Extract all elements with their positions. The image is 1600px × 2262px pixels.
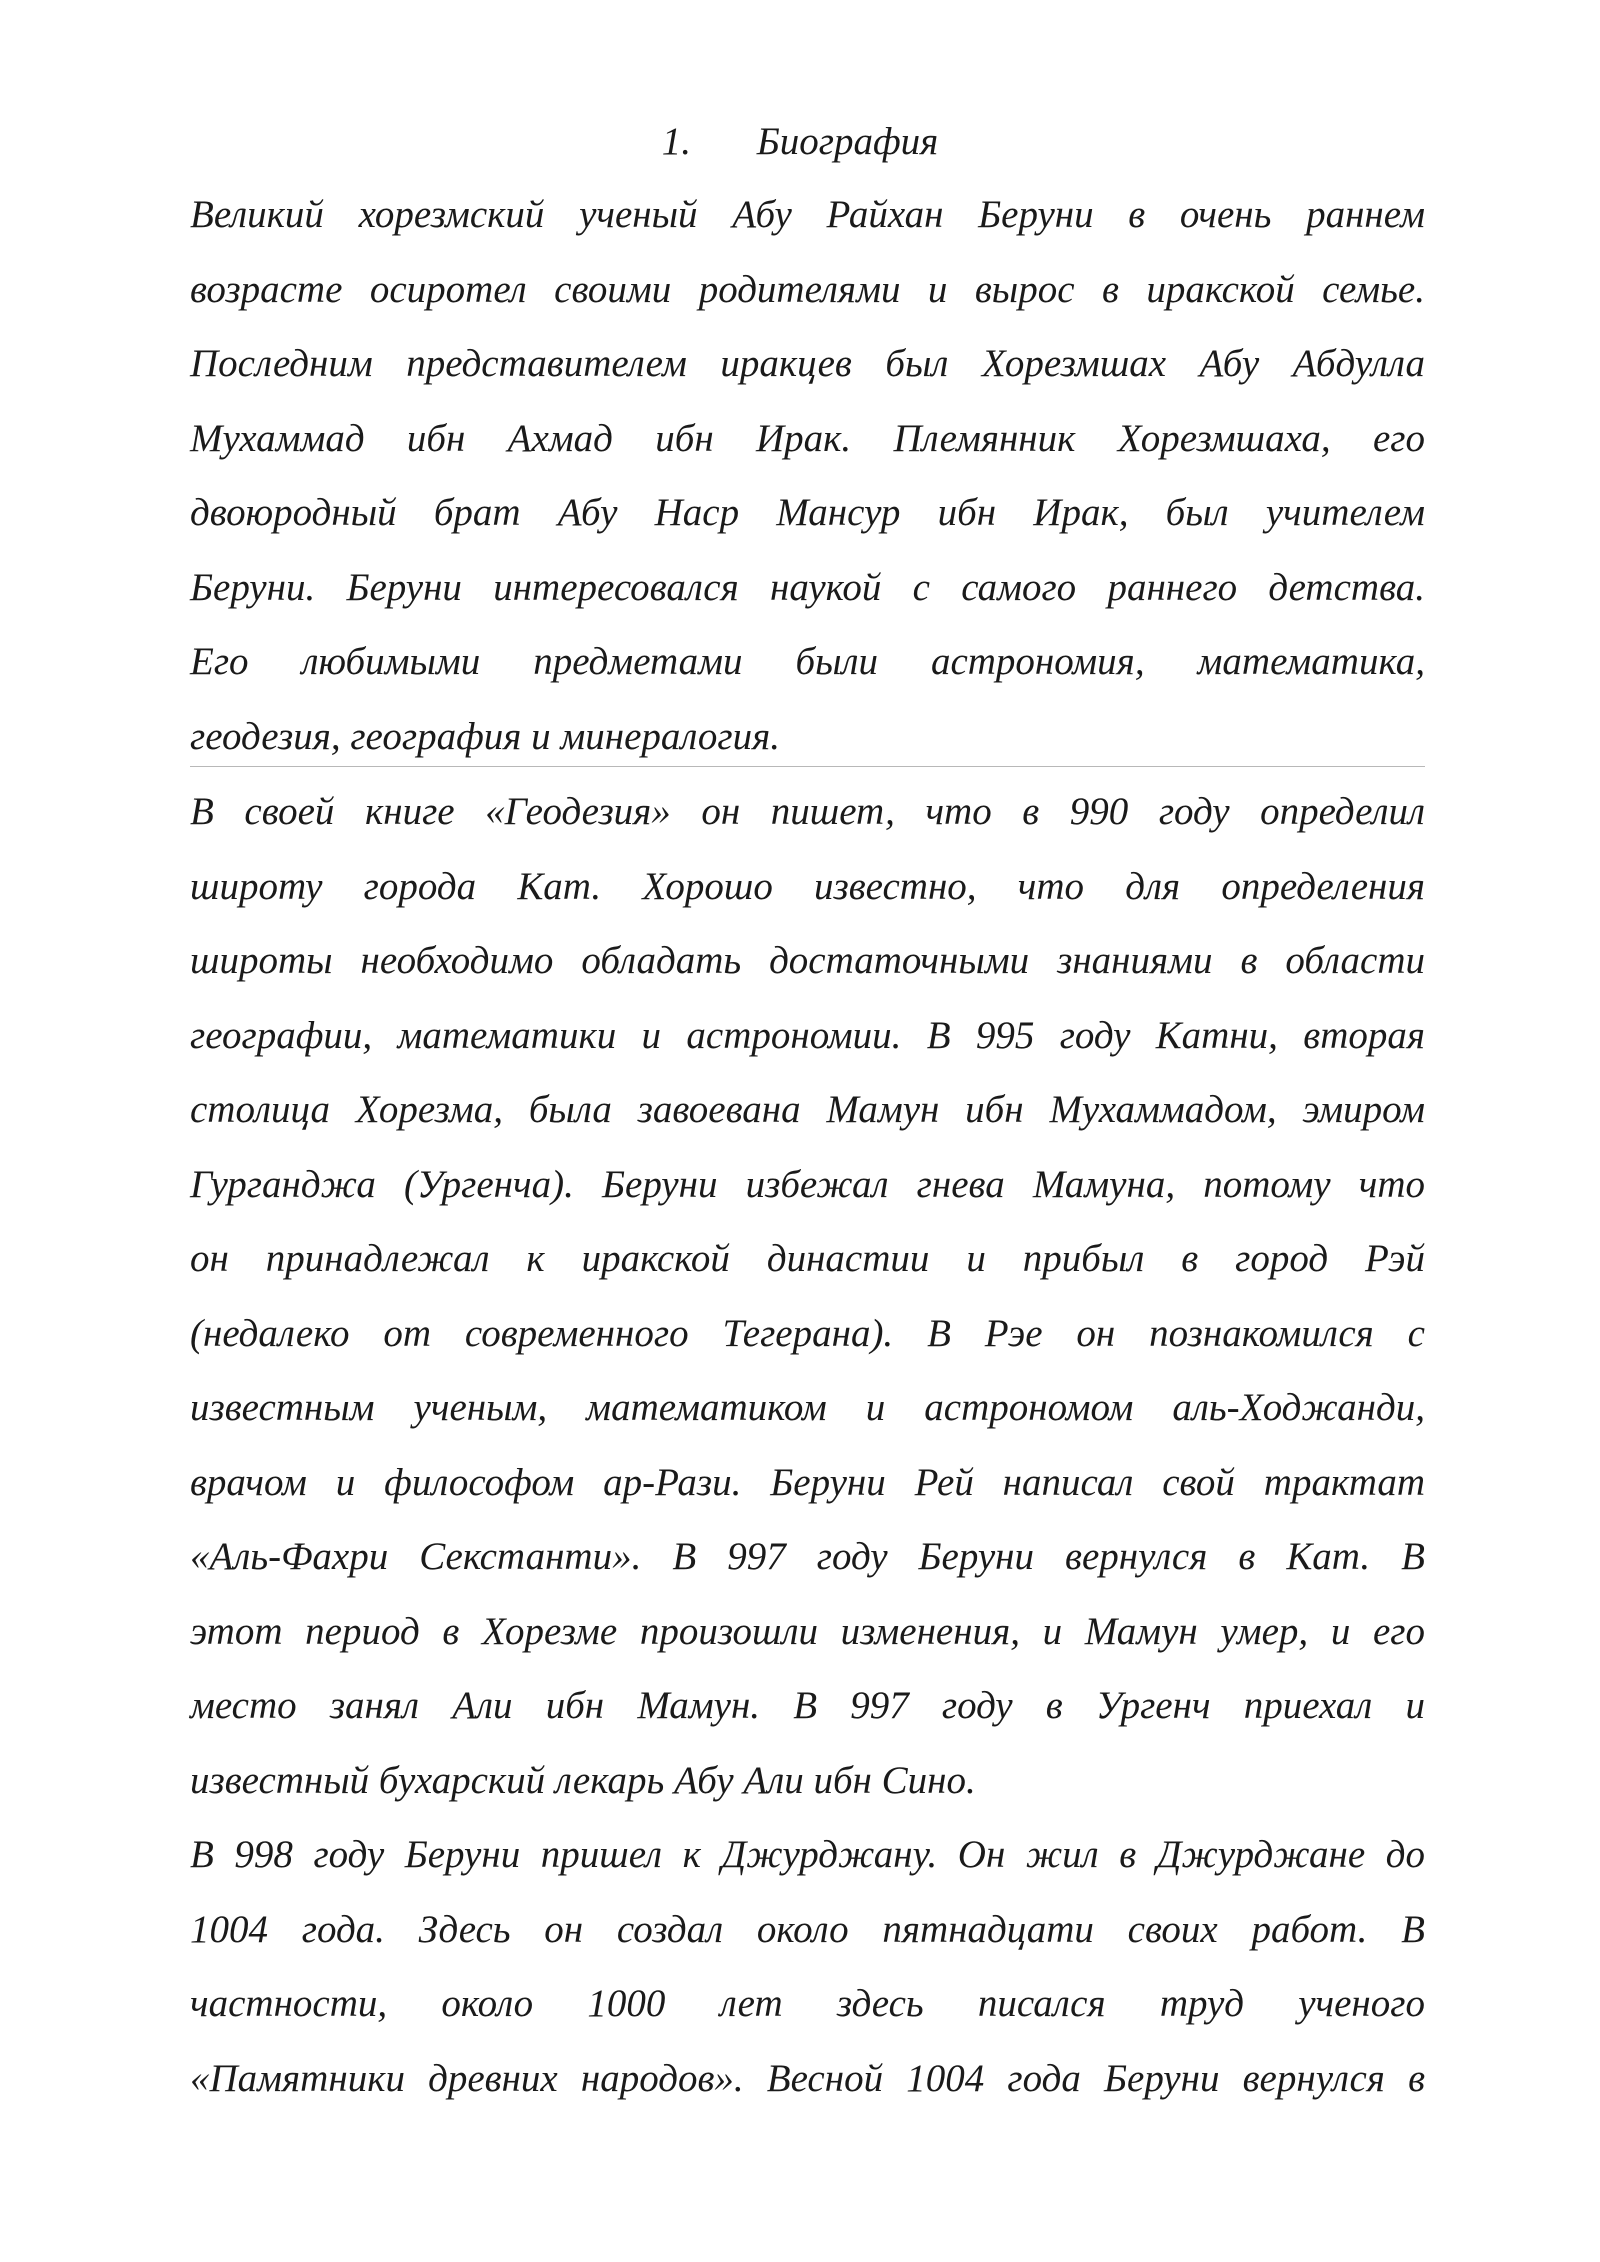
section-heading: [0, 112, 1600, 172]
text-line: этот период в Хорезме произошли изменения, и Мамун умер, и его: [190, 1609, 1425, 1653]
text-line: географии, математики и астрономии. В 995 году Катни, вторая: [190, 1013, 1425, 1057]
text-line: двоюродный брат Абу Наср Мансур ибн Ирак, был учителем: [190, 491, 1425, 534]
text-line: возрасте осиротел своими родителями и вырос в иракской семье.: [190, 267, 1425, 311]
text-line: Беруни. Беруни интересовался наукой с самого раннего детства.: [190, 565, 1425, 609]
text-line: геодезия, география и минералогия.: [190, 714, 781, 758]
text-line: Его любимыми предметами были астрономия, математика,: [190, 640, 1425, 683]
text-line: (недалеко от современного Тегерана). В Рэе он познакомился с: [190, 1311, 1425, 1355]
text-line: он принадлежал к иракской династии и прибыл в город Рэй: [190, 1237, 1425, 1280]
paragraph-1: [190, 178, 1425, 774]
text-line: место занял Али ибн Мамун. В 997 году в Ургенч приехал и: [190, 1684, 1425, 1727]
text-line: Великий хорезмский ученый Абу Райхан Беруни в очень раннем: [190, 193, 1425, 236]
body-text: [190, 178, 1425, 2116]
text-line: широту города Кат. Хорошо известно, что для определения: [190, 864, 1425, 908]
text-line: столица Хорезма, была завоевана Мамун ибн Мухаммадом, эмиром: [190, 1088, 1425, 1131]
text-line: «Аль-Фахри Секстанти». В 997 году Беруни вернулся в Кат. В: [190, 1535, 1425, 1578]
section-number: 1.: [661, 120, 691, 163]
paragraph-3: [190, 1818, 1425, 2116]
text-line: Гурганджа (Ургенча). Беруни избежал гнева Мамуна, потому что: [190, 1162, 1425, 1206]
text-line: известный бухарский лекарь Абу Али ибн Сино.: [190, 1758, 976, 1802]
paragraph-2: [190, 775, 1425, 1818]
text-line: «Памятники древних народов». Весной 1004 года Беруни вернулся в: [190, 2056, 1425, 2100]
text-line: врачом и философом ар-Рази. Беруни Рей написал свой трактат: [190, 1460, 1425, 1504]
text-line: 1004 года. Здесь он создал около пятнадцати своих работ. В: [190, 1907, 1425, 1951]
text-line: В 998 году Беруни пришел к Джурджану. Он жил в Джурджане до: [190, 1833, 1425, 1876]
section-title: Биография: [756, 120, 939, 163]
text-line: В своей книге «Геодезия» он пишет, что в 990 году определил: [190, 790, 1425, 833]
text-line: Последним представителем иракцев был Хорезмшах Абу Абдулла: [190, 342, 1425, 385]
text-line: широты необходимо обладать достаточными знаниями в области: [190, 939, 1425, 982]
text-line: частности, около 1000 лет здесь писался труд ученого: [190, 1982, 1425, 2025]
text-line: Мухаммад ибн Ахмад ибн Ирак. Племянник Хорезмшаха, его: [190, 416, 1425, 460]
text-line: известным ученым, математиком и астрономом аль-Ходжанди,: [190, 1386, 1425, 1429]
